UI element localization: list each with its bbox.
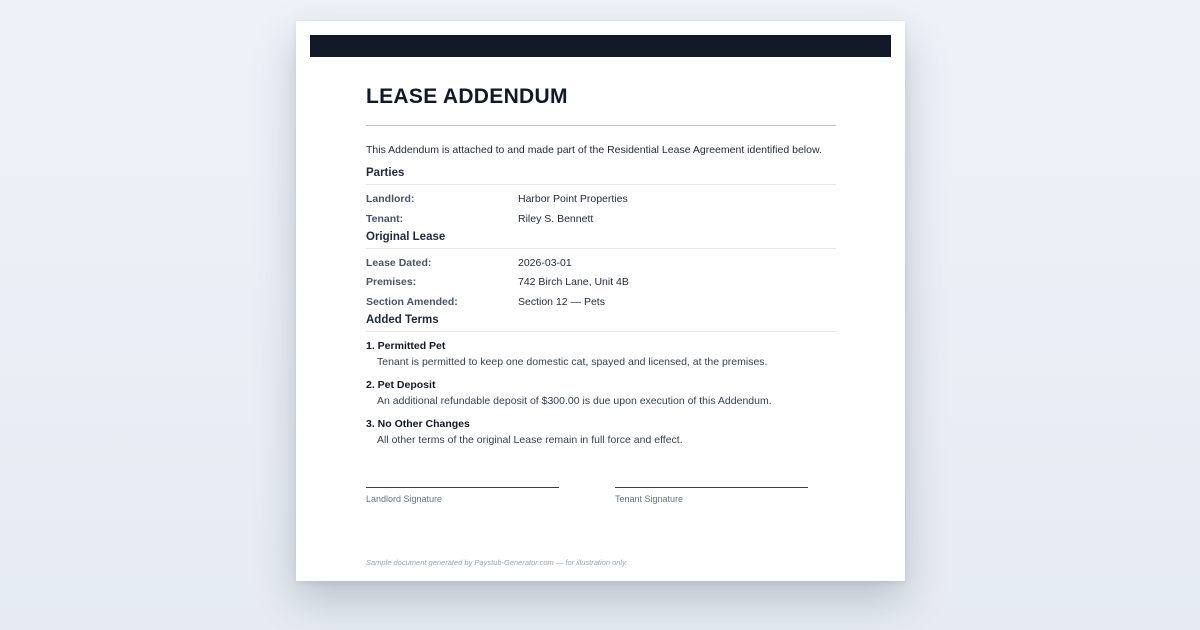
footer-note: Sample document generated by Paystub-Generator.com — for illustration only. <box>366 558 628 567</box>
field-value: Harbor Point Properties <box>518 193 628 205</box>
field-label: Premises: <box>366 276 417 288</box>
field-label: Lease Dated: <box>366 257 432 269</box>
term-title: 2. Pet Deposit <box>366 379 436 391</box>
field-value: 2026-03-01 <box>518 257 572 269</box>
term-body: Tenant is permitted to keep one domestic cat, spayed and licensed, at the premises. <box>377 356 768 368</box>
intro-paragraph: This Addendum is attached to and made part of the Residential Lease Agreement identified below. <box>366 144 822 156</box>
field-label: Tenant: <box>366 213 404 225</box>
section-heading-parties: Parties <box>366 167 836 185</box>
term-item-no-other-changes <box>366 418 836 446</box>
field-label: Section Amended: <box>366 296 458 308</box>
header-bar <box>310 35 891 57</box>
term-title: 1. Permitted Pet <box>366 340 446 352</box>
signature-caption: Landlord Signature <box>366 494 443 504</box>
field-value: 742 Birch Lane, Unit 4B <box>518 276 629 288</box>
term-title: 3. No Other Changes <box>366 418 470 430</box>
field-value: Section 12 — Pets <box>518 296 605 308</box>
field-label: Landlord: <box>366 193 415 205</box>
term-item-permitted-pet <box>366 340 836 368</box>
term-body: An additional refundable deposit of $300.00 is due upon execution of this Addendum. <box>377 395 772 407</box>
term-body: All other terms of the original Lease remain in full force and effect. <box>377 434 683 446</box>
term-item-pet-deposit <box>366 379 836 407</box>
section-heading-original-lease: Original Lease <box>366 231 836 249</box>
title-divider <box>366 125 836 126</box>
document-title: LEASE ADDENDUM <box>366 85 568 108</box>
signature-caption: Tenant Signature <box>615 494 684 504</box>
field-value: Riley S. Bennett <box>518 213 594 225</box>
tenant-signature-block <box>615 487 808 504</box>
signature-line <box>366 487 559 488</box>
landlord-signature-block <box>366 487 559 504</box>
section-heading-added-terms: Added Terms <box>366 314 836 332</box>
signature-line <box>615 487 808 488</box>
document-sheet <box>296 21 905 581</box>
